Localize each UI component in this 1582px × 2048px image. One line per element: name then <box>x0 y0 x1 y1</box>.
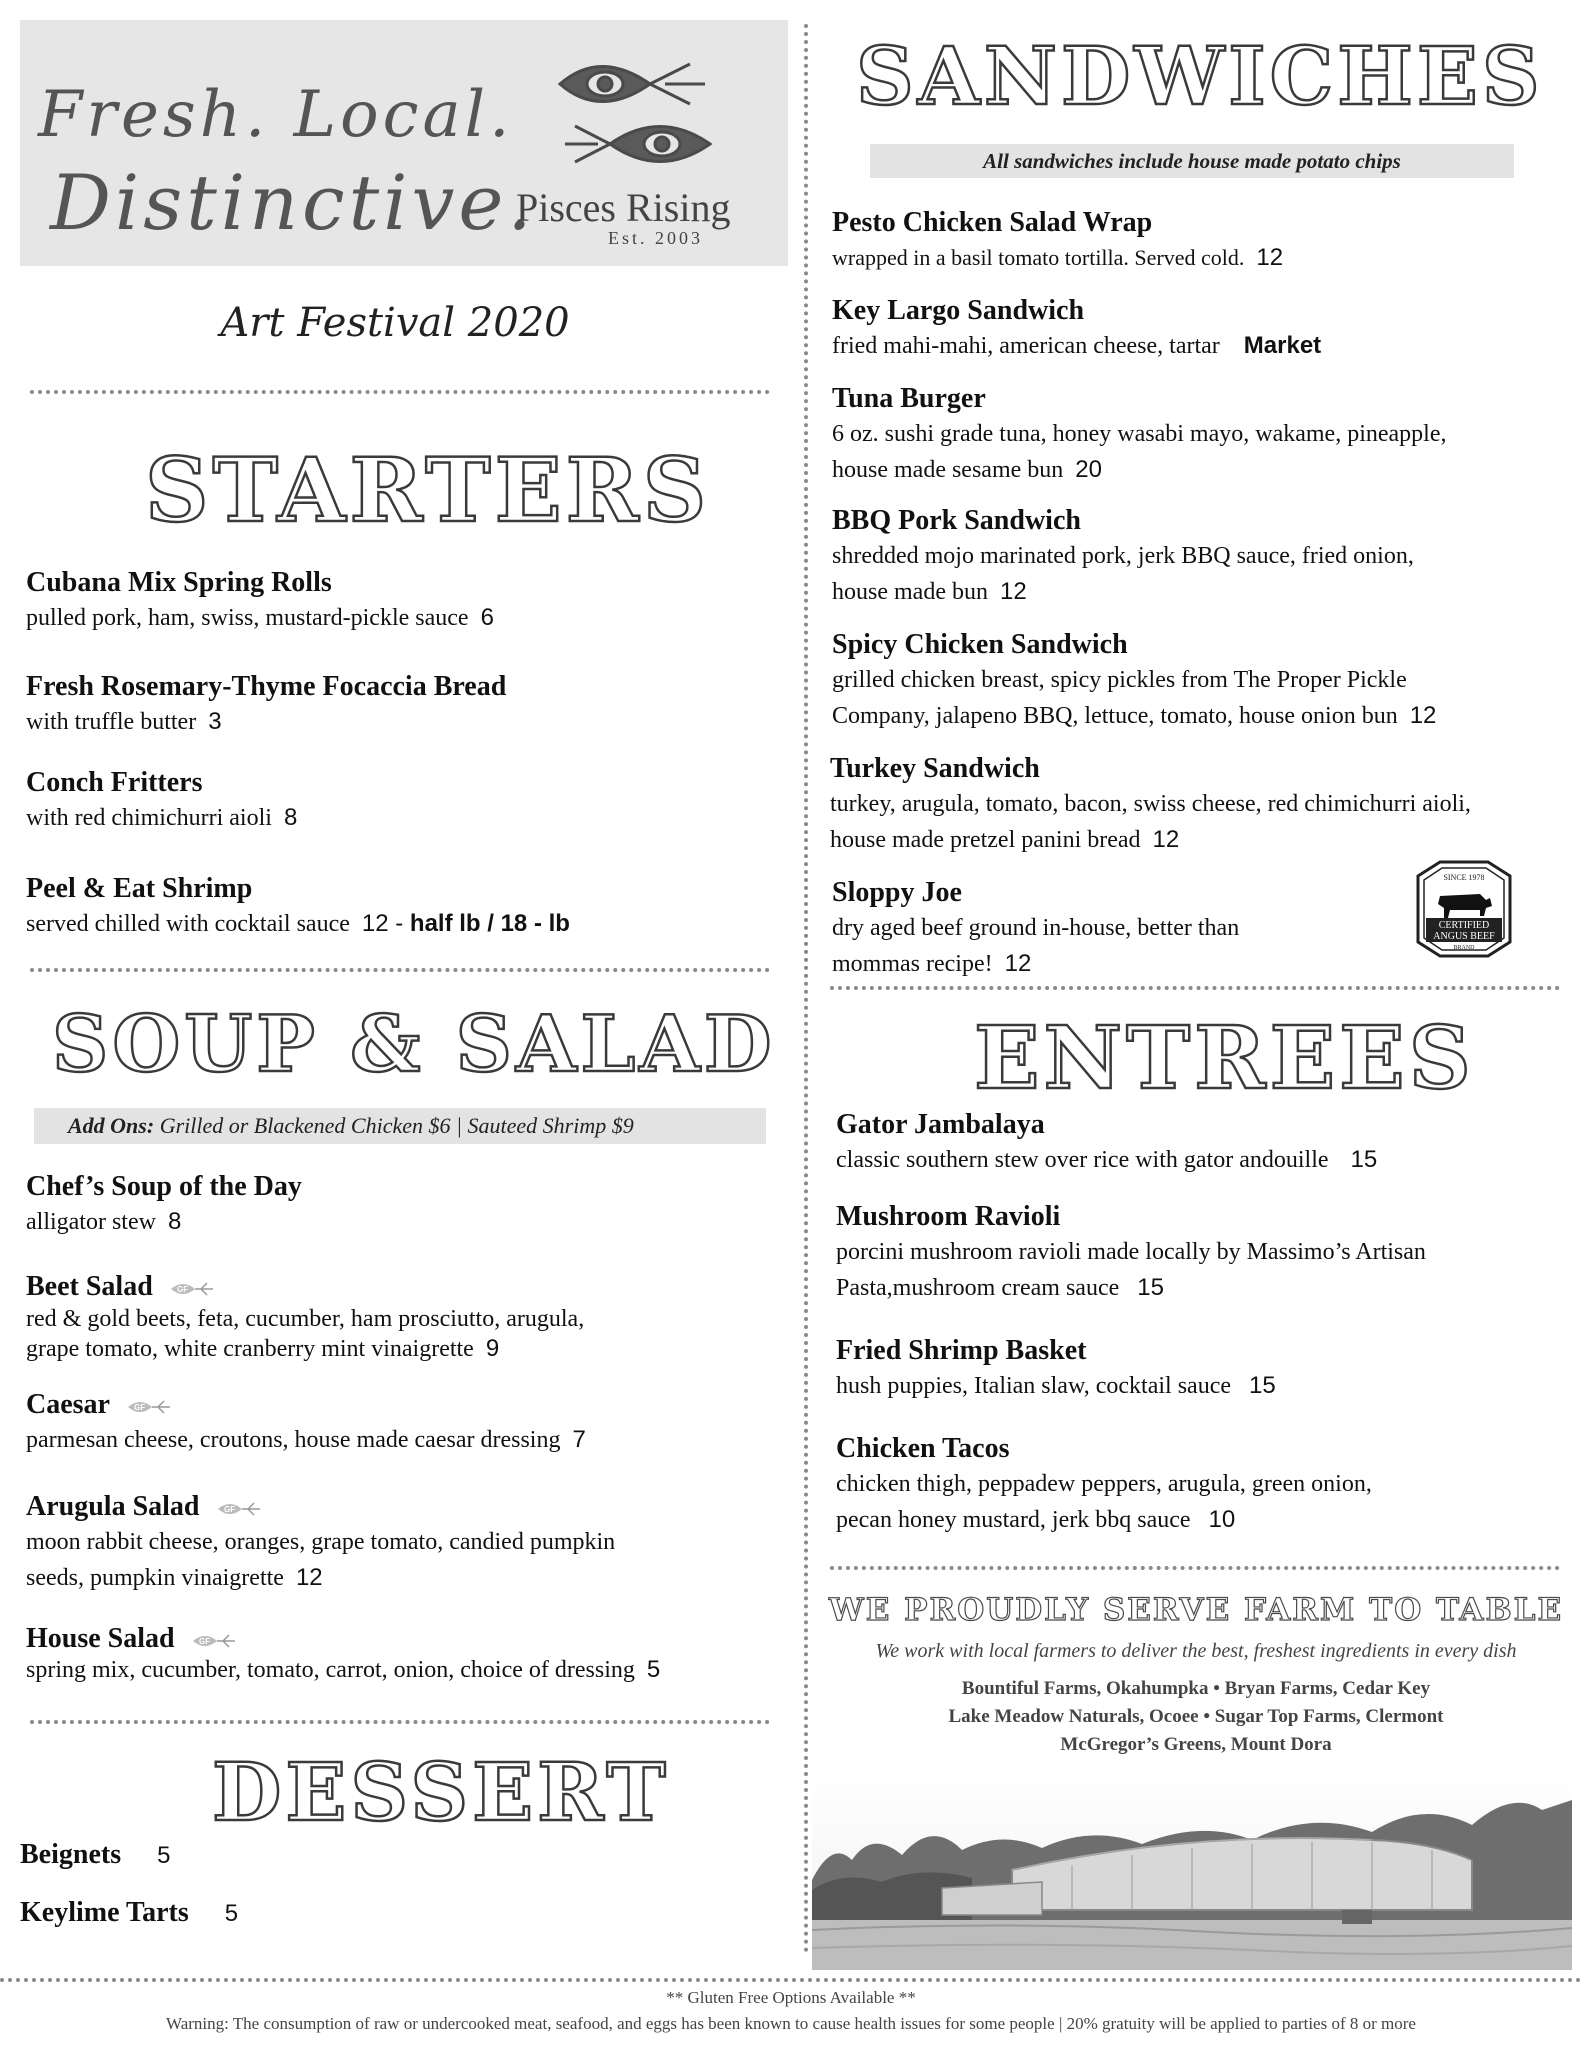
item-name: BBQ Pork Sandwich <box>832 505 1081 536</box>
divider <box>30 390 770 394</box>
item-name: Conch Fritters <box>26 767 203 798</box>
menu-item <box>832 382 1446 488</box>
item-price: 12 <box>1152 826 1180 853</box>
item-price: 10 <box>1208 1506 1236 1533</box>
farm-list-line-3: McGregor’s Greens, Mount Dora <box>1060 1734 1332 1755</box>
menu-item <box>832 876 1239 982</box>
item-name: Turkey Sandwich <box>830 753 1040 784</box>
item-desc-line-2: pecan honey mustard, jerk bbq sauce 10 <box>836 1506 1236 1533</box>
restaurant-name: Pisces Rising <box>516 185 731 230</box>
item-name: Chef’s Soup of the Day <box>26 1171 302 1202</box>
menu-item <box>26 670 506 740</box>
item-price: 12 <box>1004 950 1032 977</box>
item-name: Gator Jambalaya <box>836 1109 1045 1140</box>
item-price: 12 - half lb / 18 - lb <box>361 910 570 937</box>
gluten-free-fish-icon <box>169 1279 219 1299</box>
certified-angus-beef-badge-icon <box>1410 856 1518 962</box>
item-price: 5 <box>646 1656 661 1683</box>
item-name: Mushroom Ravioli <box>836 1201 1061 1232</box>
item-desc: fried mahi-mahi, american cheese, tartar Market <box>832 332 1322 359</box>
greenhouse-farm-photo <box>812 1770 1572 1970</box>
farm-to-table-title: WE PROUDLY SERVE FARM TO TABLE <box>828 1592 1564 1628</box>
item-name: Caesar GF <box>26 1388 586 1422</box>
svg-text:GF: GF <box>176 1284 188 1294</box>
section-title-soup-salad: SOUP & SALAD <box>52 999 776 1090</box>
svg-text:GF: GF <box>198 1636 210 1646</box>
tagline-fresh-local: Fresh. Local. <box>38 78 514 152</box>
item-price: 9 <box>485 1335 500 1362</box>
item-desc: classic southern stew over rice with gator andouille 15 <box>836 1146 1378 1173</box>
divider <box>830 1566 1560 1570</box>
item-price: 12 <box>295 1564 323 1591</box>
divider <box>30 1720 770 1724</box>
item-name: Arugula Salad GF <box>26 1490 615 1524</box>
menu-item <box>26 1170 302 1240</box>
item-desc-line-2: grape tomato, white cranberry mint vinaigrette 9 <box>26 1335 500 1362</box>
menu-item <box>832 294 1321 364</box>
item-name: Sloppy Joe <box>832 877 962 908</box>
item-name: Peel & Eat Shrimp <box>26 873 253 904</box>
item-desc: pulled pork, ham, swiss, mustard-pickle sauce 6 <box>26 604 494 631</box>
item-desc: with truffle butter 3 <box>26 708 222 735</box>
item-desc: served chilled with cocktail sauce 12 - half lb / 18 - lb <box>26 910 570 937</box>
divider <box>830 986 1560 990</box>
item-price: 12 <box>1256 244 1284 271</box>
badge-line1: CERTIFIED <box>1438 920 1490 931</box>
item-desc-line-1: dry aged beef ground in-house, better than <box>832 915 1240 941</box>
item-name: Key Largo Sandwich <box>832 295 1085 326</box>
column-divider <box>804 24 808 1954</box>
item-desc-line-2: seeds, pumpkin vinaigrette 12 <box>26 1564 323 1591</box>
tagline-distinctive: Distinctive. <box>50 158 536 247</box>
item-price: 8 <box>283 804 298 831</box>
badge-since: SINCE 1978 <box>1443 873 1485 882</box>
item-name: Cubana Mix Spring Rolls <box>26 567 332 598</box>
item-desc-line-2: Company, jalapeno BBQ, lettuce, tomato, house onion bun 12 <box>832 702 1437 729</box>
item-desc: parmesan cheese, croutons, house made caesar dressing 7 <box>26 1426 586 1453</box>
item-desc-line-1: red & gold beets, feta, cucumber, ham prosciutto, arugula, <box>26 1306 585 1332</box>
menu-item <box>20 1838 170 1873</box>
item-name: Beet Salad GF <box>26 1270 584 1304</box>
item-desc-line-1: moon rabbit cheese, oranges, grape tomato, candied pumpkin <box>26 1529 616 1555</box>
item-name: Chicken Tacos <box>836 1433 1010 1464</box>
item-name: Keylime Tarts 5 <box>20 1897 239 1928</box>
item-name: Fresh Rosemary-Thyme Focaccia Bread <box>26 671 507 702</box>
item-name: Beignets 5 <box>20 1839 171 1870</box>
item-price: 6 <box>480 604 494 631</box>
gluten-free-fish-icon <box>216 1499 266 1519</box>
menu-item <box>26 872 570 942</box>
item-price: 15 <box>1137 1274 1164 1301</box>
item-price: 5 <box>224 1900 239 1927</box>
menu-item <box>20 1896 238 1931</box>
menu-item <box>26 566 494 636</box>
item-desc-line-2: house made sesame bun 20 <box>832 456 1102 483</box>
item-desc: hush puppies, Italian slaw, cocktail sauce 15 <box>836 1372 1276 1399</box>
section-title-dessert: DESSERT <box>212 1745 670 1839</box>
gluten-free-fish-icon <box>191 1631 241 1651</box>
menu-item <box>26 1622 660 1684</box>
item-name: House Salad GF <box>26 1622 660 1656</box>
sandwich-note-bar: All sandwiches include house made potato chips <box>870 144 1514 178</box>
menu-item <box>832 628 1436 734</box>
warning-note: Warning: The consumption of raw or undercooked meat, seafood, and eggs has been known to cause health issues for some people | 20% gratuity will be applied to parties of 8 or more <box>166 2014 1416 2033</box>
gluten-free-fish-icon <box>126 1397 176 1417</box>
item-desc: wrapped in a basil tomato tortilla. Served cold. 12 <box>832 244 1284 271</box>
item-desc-line-1: chicken thigh, peppadew peppers, arugula, green onion, <box>836 1471 1372 1497</box>
item-desc: alligator stew 8 <box>26 1208 182 1235</box>
menu-item <box>836 1108 1377 1178</box>
section-title-sandwiches: SANDWICHES <box>856 29 1544 123</box>
menu-item <box>26 1388 586 1458</box>
item-desc-line-1: turkey, arugula, tomato, bacon, swiss cheese, red chimichurri aioli, <box>830 791 1471 817</box>
item-price: Market <box>1243 332 1322 359</box>
brand-banner <box>20 20 788 266</box>
menu-item <box>832 206 1283 276</box>
item-name: Fried Shrimp Basket <box>836 1335 1087 1366</box>
add-ons-bar <box>34 1108 766 1144</box>
divider <box>0 1978 1582 1982</box>
event-title: Art Festival 2020 <box>220 300 570 346</box>
item-price: 8 <box>167 1208 182 1235</box>
menu-item <box>26 1270 584 1364</box>
section-title-entrees: ENTREES <box>974 1008 1475 1109</box>
gluten-free-note: ** Gluten Free Options Available ** <box>666 1988 916 2007</box>
menu-item <box>26 1490 615 1596</box>
item-desc: spring mix, cucumber, tomato, carrot, onion, choice of dressing 5 <box>26 1656 661 1683</box>
svg-text:GF: GF <box>223 1504 235 1514</box>
item-desc: with red chimichurri aioli 8 <box>26 804 298 831</box>
menu-item <box>26 766 297 836</box>
divider <box>30 968 770 972</box>
item-price: 12 <box>999 578 1027 605</box>
item-desc-line-2: house made bun 12 <box>832 578 1027 605</box>
farm-list-line-2: Lake Meadow Naturals, Ocoee • Sugar Top Farms, Clermont <box>948 1706 1444 1727</box>
menu-item <box>836 1200 1426 1306</box>
add-ons-text: Grilled or Blackened Chicken $6 | Sauteed Shrimp $9 <box>159 1113 634 1138</box>
item-desc-line-1: porcini mushroom ravioli made locally by Massimo’s Artisan <box>836 1239 1426 1265</box>
item-price: 7 <box>572 1426 586 1453</box>
item-desc-line-2: mommas recipe! 12 <box>832 950 1032 977</box>
menu-item <box>830 752 1471 858</box>
item-price: 15 <box>1350 1146 1378 1173</box>
menu-item <box>832 504 1414 610</box>
menu-item <box>836 1432 1372 1538</box>
item-name: Tuna Burger <box>832 383 986 414</box>
item-name: Pesto Chicken Salad Wrap <box>832 207 1153 238</box>
item-name: Spicy Chicken Sandwich <box>832 629 1128 660</box>
fish-logo-icon <box>550 44 760 184</box>
svg-text:GF: GF <box>133 1402 146 1412</box>
item-desc-line-1: grilled chicken breast, spicy pickles from The Proper Pickle <box>832 667 1407 693</box>
item-price: 5 <box>157 1842 171 1869</box>
section-title-starters: STARTERS <box>145 438 711 542</box>
item-desc-line-1: 6 oz. sushi grade tuna, honey wasabi mayo, wakame, pineapple, <box>832 421 1447 447</box>
badge-line2: ANGUS BEEF <box>1433 931 1495 942</box>
item-price: 12 <box>1409 702 1437 729</box>
item-price: 15 <box>1249 1372 1276 1399</box>
add-ons-label: Add Ons: <box>68 1113 155 1138</box>
item-price: 3 <box>208 708 222 735</box>
item-desc-line-2: house made pretzel panini bread 12 <box>830 826 1180 853</box>
item-desc-line-2: Pasta,mushroom cream sauce 15 <box>836 1274 1164 1301</box>
menu-item <box>836 1334 1276 1404</box>
established-year: Est. 2003 <box>608 228 704 248</box>
badge-brand: BRAND <box>1453 945 1475 951</box>
item-price: 20 <box>1075 456 1102 483</box>
farm-subtitle: We work with local farmers to deliver the best, freshest ingredients in every dish <box>875 1640 1517 1662</box>
farm-list-line-1: Bountiful Farms, Okahumpka • Bryan Farms, Cedar Key <box>961 1678 1431 1699</box>
item-desc-line-1: shredded mojo marinated pork, jerk BBQ sauce, fried onion, <box>832 543 1414 569</box>
